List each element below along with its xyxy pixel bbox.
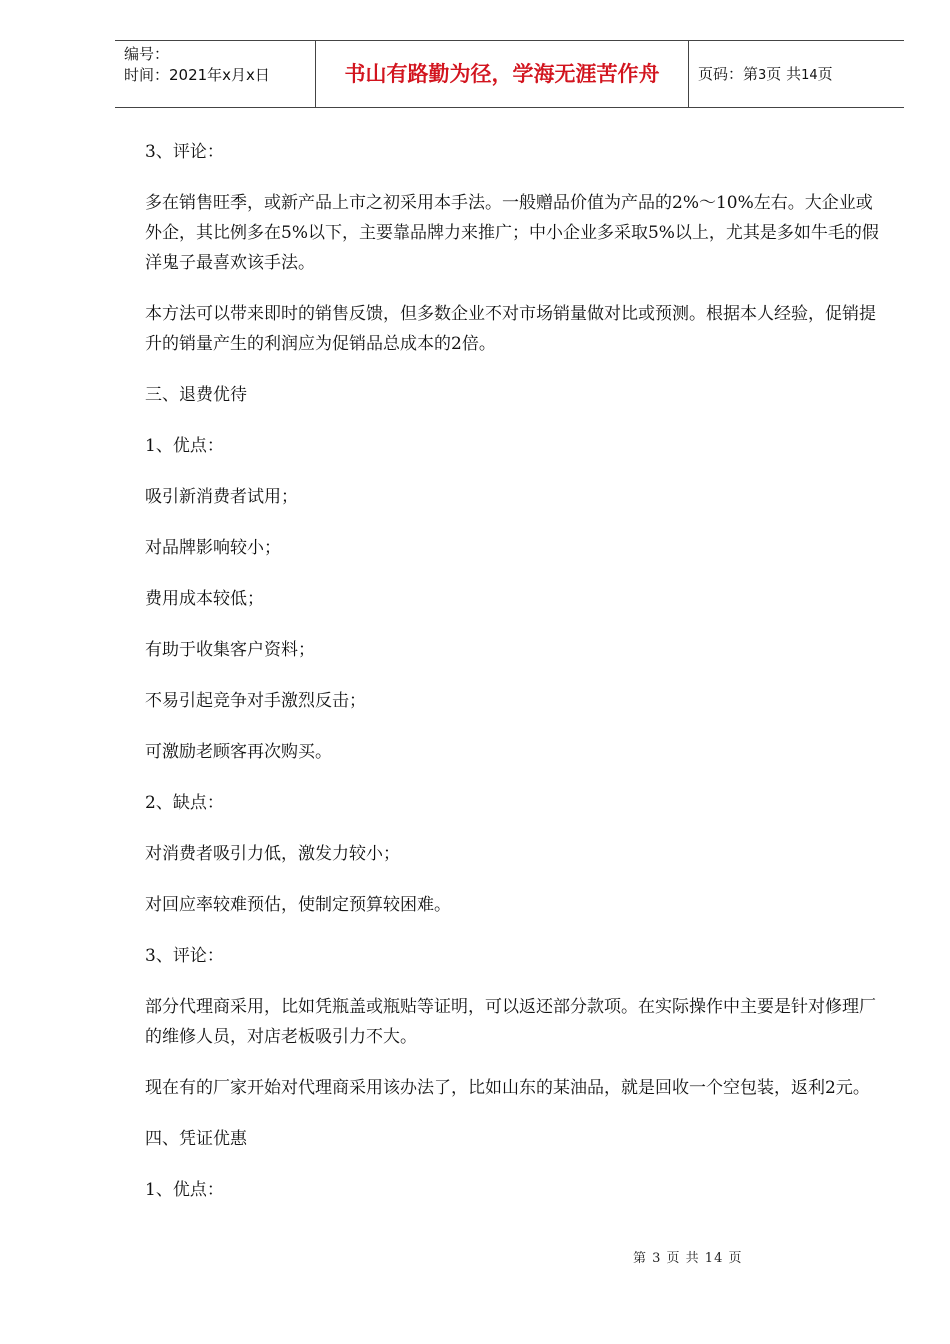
header-page-number — [689, 41, 904, 107]
list-item: 有助于收集客户资料； — [145, 640, 315, 660]
paragraph: 多在销售旺季，或新产品上市之初采用本手法。一般赠品价值为产品的2%～10%左右。大企业或外企，其比例多在5%以下，主要靠品牌力来推广；中小企业多采取5%以上，尤其是多如牛毛的假洋鬼子最喜欢该手法。 — [145, 193, 879, 273]
page-header — [115, 40, 904, 108]
list-item: 不易引起竞争对手激烈反击； — [145, 691, 366, 711]
header-slogan: 书山有路勤为径，学海无涯苦作舟 — [316, 41, 689, 107]
list-item: 对消费者吸引力低，激发力较小； — [145, 844, 400, 864]
list-item: 可激励老顾客再次购买。 — [145, 742, 332, 762]
page-current: 3 — [758, 68, 767, 83]
list-item: 对回应率较难预估，使制定预算较困难。 — [145, 895, 451, 915]
list-item: 费用成本较低； — [145, 589, 264, 609]
document-body — [145, 137, 880, 1205]
paragraph: 本方法可以带来即时的销售反馈，但多数企业不对市场销量做对比或预测。根据本人经验，促销提升的销量产生的利润应为促销品总成本的2倍。 — [145, 304, 876, 354]
section-heading: 四、凭证优惠 — [145, 1129, 247, 1149]
paragraph: 部分代理商采用，比如凭瓶盖或瓶贴等证明，可以返还部分款项。在实际操作中主要是针对修理厂的维修人员，对店老板吸引力不大。 — [145, 997, 876, 1047]
page-suffix: 页 — [817, 65, 833, 83]
subheading: 3、评论： — [145, 946, 224, 966]
page-footer: 第 3 页 共 14 页 — [633, 1251, 743, 1266]
time-label: 时间：2021年x月x日 — [124, 66, 270, 84]
list-item: 吸引新消费者试用； — [145, 487, 298, 507]
subheading: 2、缺点： — [145, 793, 224, 813]
section-heading: 三、退费优待 — [145, 385, 247, 405]
list-item: 对品牌影响较小； — [145, 538, 281, 558]
subheading: 1、优点： — [145, 436, 224, 456]
paragraph: 现在有的厂家开始对代理商采用该办法了，比如山东的某油品，就是回收一个空包装，返利2元。 — [145, 1078, 870, 1098]
page-middle: 页 共 — [766, 65, 802, 83]
serial-label: 编号： — [124, 45, 170, 63]
page-total: 14 — [801, 68, 818, 83]
paragraph: 3、评论： — [145, 142, 224, 162]
header-meta — [115, 41, 316, 107]
subheading: 1、优点： — [145, 1180, 224, 1200]
page-prefix: 页码：第 — [698, 65, 759, 83]
